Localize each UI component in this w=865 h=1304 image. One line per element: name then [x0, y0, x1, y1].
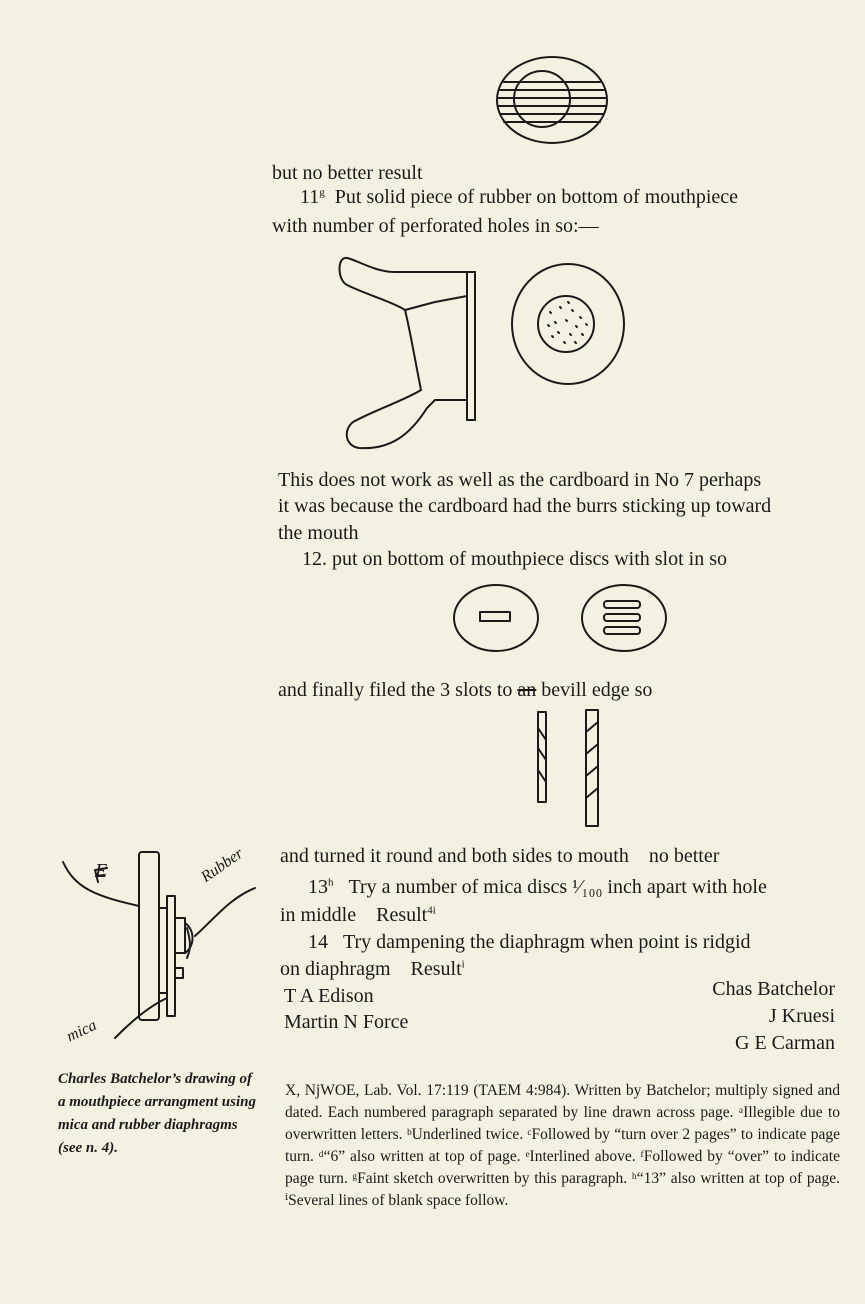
drawing-label-e: E [95, 860, 108, 882]
result-label: Result [376, 904, 428, 926]
triple-slot-disc-sketch [580, 583, 670, 655]
signature-right-1: Chas Batchelor [712, 978, 835, 1000]
paragraph-11-heading [300, 184, 738, 210]
line-text: in middle [280, 904, 357, 926]
drawing-label-mica: mica [64, 1016, 100, 1046]
body-line-11 [280, 902, 436, 928]
paragraph-text: Put solid piece of rubber on bottom of mouthpiece [334, 186, 739, 208]
striped-disc-sketch [490, 52, 615, 152]
signature-left-2: Martin N Force [284, 1011, 409, 1033]
single-slot-disc-sketch [452, 583, 542, 655]
body-line-9 [280, 843, 719, 869]
footnote-marker: h [328, 876, 334, 889]
source-notes: X, NjWOE, Lab. Vol. 17:119 (TAEM 4:984). Written by Batchelor; multiply signed and dated. Each numbered paragraph separated by line drawn across page. ᵃIllegible due to overwritten letters. ᵇUnderlined twice. ᶜFollowed by “turn over 2 pages” to indicate page turn. ᵈ“6” also written at top of page. ᵉInterlined above. ᶠFollowed by “over” to indicate page turn. ᵍFaint sketch overwritten by this paragraph. ʰ“13” also written at top of page. ⁱSeveral lines of blank space follow. [285, 1082, 840, 1209]
body-line-4: This does not work as well as the cardboard in No 7 perhaps [278, 469, 762, 491]
line-text: and turned it round and both sides to mouth [280, 845, 629, 867]
footnote-marker: g [319, 186, 325, 199]
paragraph-number: 13 [308, 876, 328, 898]
body-line-1: but no better result [272, 162, 423, 184]
drawing-label-rubber: Rubber [198, 844, 247, 886]
body-line-7: 12. put on bottom of mouthpiece discs with slot in so [302, 548, 727, 570]
line-text: on diaphragm [280, 958, 391, 980]
line-text: and finally filed the 3 slots to [278, 679, 518, 701]
body-line-6: the mouth [278, 522, 359, 544]
perforated-disc-sketch [510, 262, 630, 392]
paragraph-number: 14 [308, 931, 328, 953]
signature-left-1: T A Edison [284, 985, 374, 1007]
struck-word: an [517, 679, 537, 701]
footnote-marker: 4i [427, 904, 436, 917]
line-tail: no better [648, 845, 720, 867]
signature-right-2: J Kruesi [768, 1005, 835, 1027]
body-line-3: with number of perforated holes in so:— [272, 215, 599, 237]
footnote-marker: i [461, 958, 465, 971]
body-line-13 [280, 956, 465, 982]
body-line-8 [278, 677, 652, 703]
line-text: bevill edge so [536, 679, 653, 701]
mouthpiece-side-sketch [335, 250, 485, 455]
paragraph-number: 11 [300, 186, 320, 208]
result-label: Result [410, 958, 462, 980]
paragraph-14-heading [308, 929, 751, 955]
body-line-5: it was because the cardboard had the burrs sticking up toward [278, 495, 772, 517]
signature-right-3: G E Carman [735, 1032, 835, 1054]
paragraph-text: Try a number of mica discs ¹⁄₁₀₀ inch apart with hole [348, 876, 767, 898]
paragraph-13-heading [308, 874, 767, 900]
figure-caption: Charles Batchelor’s drawing of a mouthpiece arrangment using mica and rubber diaphragms (see n. 4). [58, 1071, 256, 1156]
bevelled-slot-sketch [530, 708, 605, 833]
paragraph-text: Try dampening the diaphragm when point is ridgid [343, 931, 751, 953]
